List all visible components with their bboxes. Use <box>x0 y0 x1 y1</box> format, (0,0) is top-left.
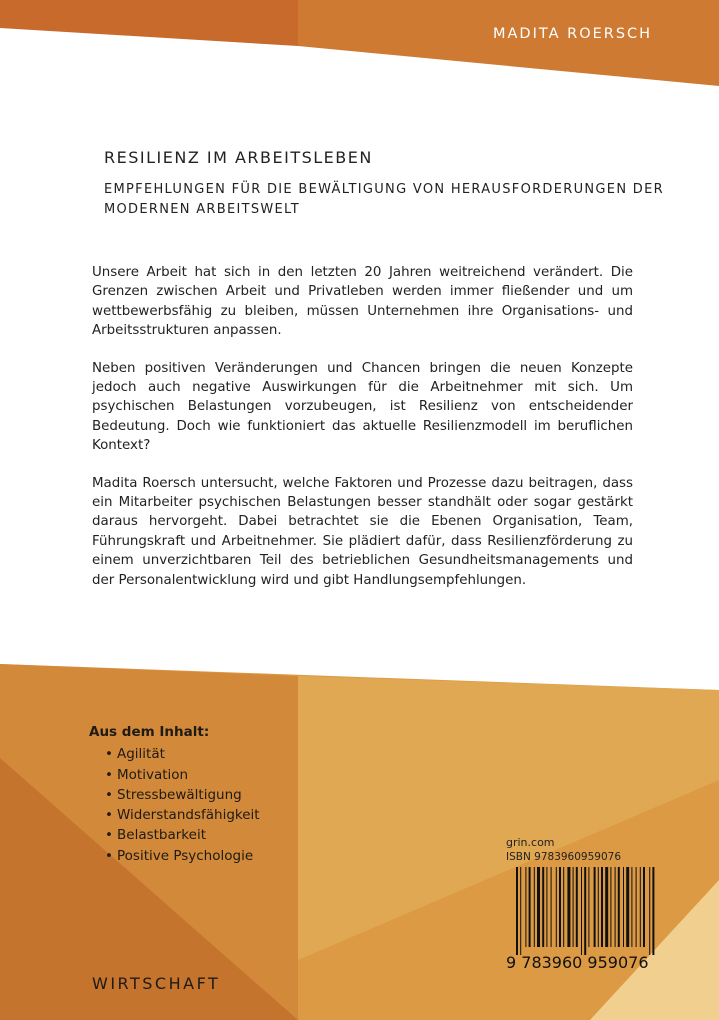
barcode-bar <box>594 867 596 947</box>
blurb <box>92 263 633 608</box>
barcode-bar <box>636 867 637 947</box>
list-item: • Agilität <box>89 744 260 764</box>
isbn-label: ISBN 9783960959076 <box>506 851 622 863</box>
barcode-bar <box>520 867 521 955</box>
bullet-icon: • <box>105 807 113 824</box>
barcode-bar <box>631 867 632 947</box>
top-band-right <box>298 0 719 86</box>
barcode-bar <box>559 867 561 947</box>
bullet-icon: • <box>105 766 113 783</box>
barcode-bar <box>605 867 608 947</box>
list-item: • Widerstandsfähigkeit <box>89 805 260 825</box>
category-label: WIRTSCHAFT <box>92 974 221 993</box>
barcode-bar <box>563 867 564 947</box>
list-item: • Positive Psychologie <box>89 846 260 866</box>
isbn-block <box>506 836 676 971</box>
bullet-icon: • <box>105 786 113 803</box>
blurb-paragraph-2: Neben positiven Veränderungen und Chancen bringen die neuen Konzepte jedoch auch negative Auswirkungen für die Arbeitnehmer mit sich. Um psychischen Belastungen vorzubeugen, ist Resilienz von entscheidender Bedeutung. Doch wie funktioniert das aktuelle Resilienzmodell im beruflichen Kontext? <box>92 360 633 454</box>
book-title: RESILIENZ IM ARBEITSLEBEN <box>104 148 373 167</box>
author-name: MADITA ROERSCH <box>493 26 653 42</box>
barcode-bar <box>537 867 540 947</box>
bullet-icon: • <box>105 746 113 763</box>
publisher-site: grin.com <box>506 836 555 849</box>
barcode-bar <box>623 867 624 947</box>
blurb-paragraph-3: Madita Roersch untersucht, welche Faktoren und Prozesse dazu beitragen, dass ein Mitarbeiter psychischen Belastungen besser standhält oder sogar gestärkt daraus hervorgeht. Dabei betrachtet sie die Ebenen Organisation, Team, Führungskraft und Arbeitnehmer. Sie plädiert dafür, dass Resilienzförderung zu einem unverzichtbaren Teil des betrieblichen Gesundheitsmanagements und der Personalentwicklung wird und gibt Handlungsempfehlungen. <box>92 475 633 588</box>
barcode-bar <box>551 867 552 947</box>
barcode-bar <box>529 867 531 947</box>
barcode-bar <box>643 867 645 947</box>
barcode-icon <box>506 867 676 971</box>
list-item: • Belastbarkeit <box>89 825 260 845</box>
barcode-bar <box>601 867 603 947</box>
list-item: • Stressbewältigung <box>89 785 260 805</box>
barcode-bar <box>556 867 557 947</box>
barcode-bar <box>618 867 620 947</box>
blurb-paragraph-1: Unsere Arbeit hat sich in den letzten 20 Jahren weitreichend verändert. Die Grenzen zwischen Arbeit und Privatleben werden immer fließender und um wettbewerbsfähig zu bleiben, müssen Unternehmen ihre Organisations- und Arbeitsstrukturen anpassen. <box>92 265 633 339</box>
barcode-bar <box>546 867 547 947</box>
barcode-bar <box>516 867 518 955</box>
barcode-bar <box>652 867 654 955</box>
barcode-digits: 9 783960 959076 <box>506 953 649 971</box>
barcode-bar <box>576 867 578 947</box>
barcode-bar <box>626 867 629 947</box>
top-band-left <box>0 0 298 46</box>
barcode-bar <box>581 867 582 955</box>
barcode-bar <box>525 867 526 947</box>
barcode-bar <box>573 867 574 947</box>
bullet-icon: • <box>105 847 113 864</box>
book-subtitle: EMPFEHLUNGEN FÜR DIE BEWÄLTIGUNG VON HERAUSFORDERUNGEN DER MODERNEN ARBEITSWELT <box>104 182 664 217</box>
contents-list <box>89 722 260 866</box>
barcode-bar <box>542 867 544 947</box>
barcode-bar <box>588 867 589 947</box>
barcode-bar <box>615 867 616 947</box>
barcode-bar <box>640 867 641 947</box>
contents-heading: Aus dem Inhalt: <box>89 724 210 740</box>
list-item: • Motivation <box>89 765 260 785</box>
barcode-bar <box>598 867 599 947</box>
barcode-bar <box>534 867 535 947</box>
barcode-bar <box>567 867 570 947</box>
barcode-bar <box>584 867 586 955</box>
barcode-bar <box>610 867 611 947</box>
bullet-icon: • <box>105 827 113 844</box>
barcode-bar <box>649 867 650 955</box>
